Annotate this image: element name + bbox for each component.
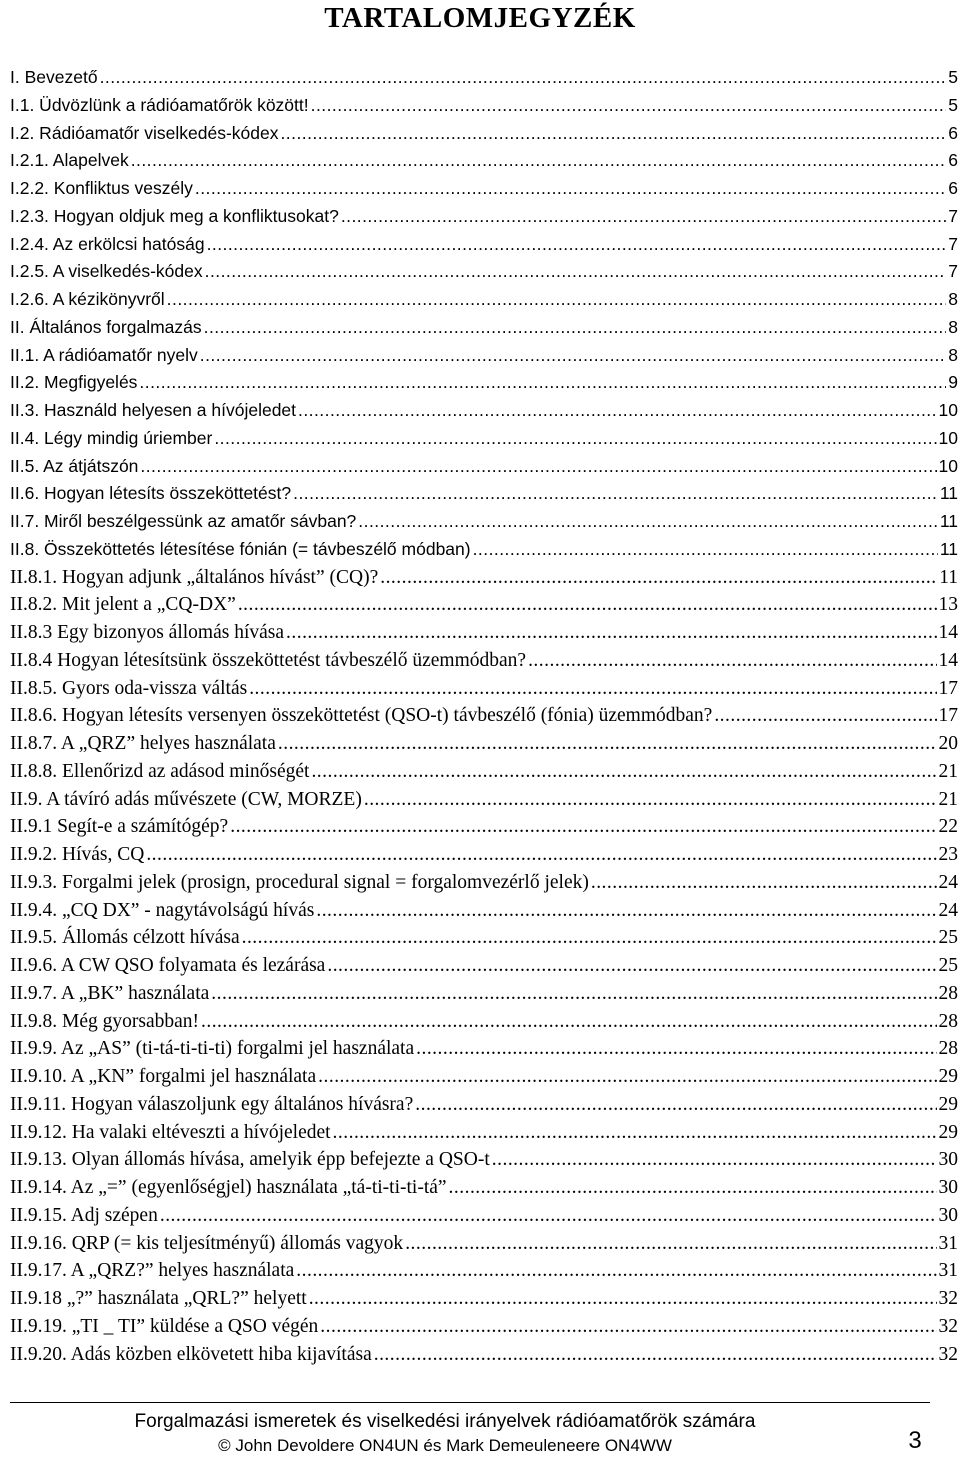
toc-entry[interactable]: [10, 453, 958, 481]
toc-entry-page: 29: [938, 1066, 958, 1087]
toc-entry-label: II.8.8. Ellenőrizd az adásod minőségét: [10, 760, 310, 782]
toc-entry-label: I.1. Üdvözlünk a rádióamatőrök között!: [10, 94, 309, 115]
toc-entry-label: II.9.3. Forgalmi jelek (prosign, procedural signal = forgalomvezérlő jelek): [10, 871, 589, 893]
toc-entry-label: II.9.5. Állomás célzott hívása: [10, 927, 240, 949]
toc-entry-page: 8: [948, 344, 958, 365]
toc-dot-leader: [380, 564, 937, 592]
toc-entry[interactable]: [10, 203, 958, 231]
toc-dot-leader: [293, 480, 938, 508]
toc-entry-page: 5: [948, 67, 958, 87]
toc-entry[interactable]: [10, 980, 958, 1008]
toc-entry-label: II.8.3 Egy bizonyos állomás hívása: [10, 622, 285, 643]
toc-entry-label: II.9.4. „CQ DX” - nagytávolságú hívás: [10, 899, 315, 921]
toc-entry-page: 11: [939, 483, 958, 504]
toc-entry[interactable]: [10, 702, 958, 730]
toc-entry-label: II.9.10. A „KN” forgalmi jel használata: [10, 1066, 317, 1087]
toc-dot-leader: [201, 1008, 937, 1036]
toc-entry[interactable]: [10, 314, 958, 342]
toc-dot-leader: [207, 231, 947, 259]
toc-entry-label: II.8. Összeköttetés létesítése fónián (= távbeszélő módban): [10, 538, 471, 559]
toc-entry[interactable]: [10, 64, 958, 92]
toc-entry-page: 24: [938, 899, 958, 921]
toc-entry[interactable]: [10, 425, 958, 453]
toc-entry-label: II.8.6. Hogyan létesíts versenyen összeköttetést (QSO-t) távbeszélő (fónia) üzemmódban?: [10, 705, 713, 727]
toc-entry[interactable]: [10, 147, 958, 175]
toc-entry-label: II.9.14. Az „=” (egyenlőségjel) használata „tá-ti-ti-ti-tá”: [10, 1177, 447, 1198]
toc-entry-page: 7: [948, 205, 958, 226]
toc-entry-page: 31: [938, 1260, 958, 1282]
toc-entry[interactable]: [10, 1119, 958, 1147]
toc-entry-page: 28: [938, 1010, 958, 1032]
toc-entry-page: 11: [939, 538, 958, 559]
toc-entry-label: II.9.2. Hívás, CQ: [10, 844, 145, 865]
toc-entry-page: 11: [939, 566, 958, 588]
toc-dot-leader: [230, 813, 936, 841]
toc-entry-label: II.8.7. A „QRZ” helyes használata: [10, 733, 276, 754]
toc-dot-leader: [200, 342, 947, 370]
toc-entry[interactable]: [10, 286, 958, 314]
toc-entry-label: II.8.4 Hogyan létesítsünk összeköttetést távbeszélő üzemmódban?: [10, 649, 527, 671]
toc-entry-page: 30: [938, 1177, 958, 1198]
toc-entry[interactable]: [10, 758, 958, 786]
toc-entry-page: 9: [948, 372, 958, 393]
toc-entry[interactable]: [10, 1313, 958, 1341]
toc-dot-leader: [415, 1091, 936, 1119]
toc-entry-label: II.9.7. A „BK” használata: [10, 982, 210, 1004]
toc-entry-page: 29: [938, 1121, 958, 1143]
toc-entry[interactable]: [10, 120, 958, 148]
toc-entry[interactable]: [10, 1285, 958, 1313]
page-number: 3: [908, 1427, 922, 1454]
toc-dot-leader: [278, 730, 937, 758]
toc-entry-page: 20: [938, 733, 958, 754]
toc-entry-page: 21: [938, 760, 958, 782]
toc-entry-page: 25: [938, 927, 958, 949]
toc-dot-leader: [591, 869, 937, 897]
toc-entry[interactable]: [10, 1202, 958, 1230]
toc-entry[interactable]: [10, 1257, 958, 1285]
toc-entry-label: II.9.9. Az „AS” (ti-tá-ti-ti-ti) forgalmi jel használata: [10, 1038, 415, 1060]
toc-dot-leader: [100, 64, 947, 92]
toc-entry-page: 23: [938, 844, 958, 865]
toc-entry[interactable]: [10, 591, 958, 619]
toc-entry[interactable]: [10, 564, 958, 592]
toc-entry-label: II.9.20. Adás közben elkövetett hiba kijavítása: [10, 1343, 372, 1365]
toc-entry-label: II.9.12. Ha valaki eltéveszti a hívójeledet: [10, 1121, 331, 1143]
toc-entry-label: I.2.1. Alapelvek: [10, 150, 129, 171]
toc-dot-leader: [195, 175, 946, 203]
toc-entry[interactable]: [10, 1174, 958, 1202]
toc-entry-page: 6: [948, 150, 958, 171]
toc-entry[interactable]: [10, 1091, 958, 1119]
toc-entry-label: II.8.1. Hogyan adjunk „általános hívást” (CQ)?: [10, 566, 379, 588]
toc-dot-leader: [473, 536, 938, 564]
toc-entry[interactable]: [10, 924, 958, 952]
toc-dot-leader: [316, 897, 936, 925]
toc-entry-page: 29: [938, 1093, 958, 1115]
toc-entry-page: 32: [938, 1343, 958, 1365]
toc-entry[interactable]: [10, 1035, 958, 1063]
toc-entry-label: II.9.6. A CW QSO folyamata és lezárása: [10, 955, 326, 976]
toc-entry-page: 28: [938, 1038, 958, 1060]
toc-entry[interactable]: [10, 480, 958, 508]
toc-dot-leader: [405, 1230, 936, 1258]
toc-dot-leader: [311, 92, 947, 120]
toc-entry-label: II.9.17. A „QRZ?” helyes használata: [10, 1260, 295, 1282]
toc-entry-page: 28: [938, 982, 958, 1004]
toc-entry-label: II.5. Az átjátszón: [10, 455, 139, 476]
toc-entry[interactable]: [10, 397, 958, 425]
toc-entry-label: II.6. Hogyan létesíts összeköttetést?: [10, 483, 292, 504]
toc-dot-leader: [280, 120, 946, 148]
toc-entry-page: 6: [948, 122, 958, 143]
toc-entry-page: 30: [938, 1204, 958, 1226]
toc-entry-label: II.9.16. QRP (= kis teljesítményű) állomás vagyok: [10, 1232, 404, 1254]
toc-entry-page: 13: [938, 594, 958, 616]
toc-entry-page: 25: [938, 955, 958, 976]
toc-entry[interactable]: [10, 369, 958, 397]
toc-dot-leader: [714, 702, 936, 730]
toc-entry-label: II.9.18 „?” használata „QRL?” helyett: [10, 1288, 307, 1309]
toc-entry-label: II.9.15. Adj szépen: [10, 1204, 158, 1226]
toc-entry-page: 32: [938, 1288, 958, 1309]
toc-entry-page: 10: [938, 455, 958, 476]
toc-entry[interactable]: [10, 841, 958, 869]
toc-dot-leader: [211, 980, 936, 1008]
toc-dot-leader: [374, 1341, 937, 1369]
toc-entry-label: II.9.11. Hogyan válaszoljunk egy általános hívásra?: [10, 1093, 414, 1115]
toc-entry-page: 21: [938, 788, 958, 810]
toc-entry-label: II.1. A rádióamatőr nyelv: [10, 344, 198, 365]
toc-entry-label: II.2. Megfigyelés: [10, 372, 138, 393]
toc-entry[interactable]: [10, 92, 958, 120]
toc-entry[interactable]: [10, 647, 958, 675]
toc-entry[interactable]: [10, 730, 958, 758]
toc-dot-leader: [327, 952, 936, 980]
toc-entry-page: 14: [938, 649, 958, 671]
toc-entry-label: II.7. Miről beszélgessünk az amatőr sávban?: [10, 511, 357, 531]
footer-title: Forgalmazási ismeretek és viselkedési irányelvek rádióamatőrök számára: [134, 1411, 756, 1432]
toc-entry-label: I.2.4. Az erkölcsi hatóság: [10, 233, 205, 254]
toc-dot-leader: [131, 147, 947, 175]
toc-entry[interactable]: [10, 231, 958, 259]
toc-entry[interactable]: [10, 786, 958, 814]
toc-entry[interactable]: [10, 258, 958, 286]
toc-dot-leader: [140, 453, 936, 481]
toc-entry-label: I. Bevezető: [10, 67, 98, 87]
toc-entry-page: 32: [938, 1315, 958, 1337]
toc-entry-page: 7: [948, 233, 958, 254]
toc-entry-page: 17: [938, 705, 958, 727]
toc-entry[interactable]: [10, 536, 958, 564]
toc-entry-label: II.3. Használd helyesen a hívójeledet: [10, 400, 297, 420]
toc-entry-page: 8: [948, 316, 958, 337]
toc-entry-label: II.8.2. Mit jelent a „CQ-DX”: [10, 594, 236, 616]
toc-entry[interactable]: [10, 813, 958, 841]
toc-dot-leader: [296, 1257, 936, 1285]
toc-entry[interactable]: [10, 1008, 958, 1036]
toc-dot-leader: [528, 647, 936, 675]
toc-dot-leader: [318, 1063, 936, 1091]
toc-entry-label: II.9. A távíró adás művészete (CW, MORZE): [10, 788, 362, 810]
toc-entry-page: 10: [938, 427, 958, 448]
toc-dot-leader: [449, 1174, 937, 1202]
footer-divider: [10, 1402, 930, 1403]
toc-dot-leader: [311, 758, 936, 786]
toc-entry-page: 31: [938, 1232, 958, 1254]
toc-dot-leader: [139, 369, 946, 397]
footer-copyright: © John Devoldere ON4UN és Mark Demeuleneere ON4WW: [218, 1436, 672, 1455]
toc-dot-leader: [309, 1285, 937, 1313]
toc-dot-leader: [205, 258, 947, 286]
toc-entry-label: II.4. Légy mindig úriember: [10, 427, 213, 448]
toc-entry-label: I.2.3. Hogyan oldjuk meg a konfliktusokat?: [10, 205, 339, 226]
toc-entry[interactable]: [10, 619, 958, 647]
toc-dot-leader: [238, 591, 937, 619]
toc-entry-page: 17: [938, 677, 958, 699]
toc-entry-label: I.2.2. Konfliktus veszély: [10, 178, 193, 198]
table-of-contents: [10, 64, 958, 1368]
toc-entry-label: II.9.19. „TI _ TI” küldése a QSO végén: [10, 1315, 319, 1337]
toc-entry-page: 24: [938, 871, 958, 893]
toc-dot-leader: [416, 1035, 936, 1063]
toc-entry[interactable]: [10, 508, 958, 536]
toc-entry-page: 5: [948, 94, 958, 115]
toc-dot-leader: [242, 924, 937, 952]
toc-entry-label: I.2. Rádióamatőr viselkedés-kódex: [10, 122, 279, 143]
page-title: TARTALOMJEGYZÉK: [324, 2, 636, 34]
toc-entry-label: II.9.8. Még gyorsabban!: [10, 1010, 199, 1032]
toc-entry[interactable]: [10, 1146, 958, 1174]
toc-dot-leader: [364, 786, 937, 814]
toc-entry[interactable]: [10, 897, 958, 925]
toc-dot-leader: [320, 1313, 936, 1341]
toc-entry-label: II.9.1 Segít-e a számítógép?: [10, 816, 229, 838]
toc-entry-page: 10: [938, 400, 958, 420]
toc-entry[interactable]: [10, 1341, 958, 1369]
toc-dot-leader: [146, 841, 936, 869]
toc-dot-leader: [214, 425, 936, 453]
toc-dot-leader: [358, 508, 938, 536]
toc-entry[interactable]: [10, 869, 958, 897]
toc-entry-label: II. Általános forgalmazás: [10, 316, 202, 337]
toc-entry[interactable]: [10, 675, 958, 703]
toc-entry[interactable]: [10, 1230, 958, 1258]
toc-dot-leader: [333, 1119, 937, 1147]
toc-entry[interactable]: [10, 1063, 958, 1091]
toc-dot-leader: [167, 286, 947, 314]
toc-entry[interactable]: [10, 952, 958, 980]
toc-dot-leader: [160, 1202, 937, 1230]
toc-entry[interactable]: [10, 175, 958, 203]
toc-entry-page: 7: [948, 261, 958, 282]
toc-entry-label: I.2.5. A viselkedés-kódex: [10, 261, 203, 282]
toc-entry-page: 14: [938, 622, 958, 643]
toc-dot-leader: [341, 203, 946, 231]
toc-entry-label: II.8.5. Gyors oda-vissza váltás: [10, 677, 248, 699]
toc-dot-leader: [492, 1146, 937, 1174]
toc-dot-leader: [286, 619, 936, 647]
toc-entry-page: 6: [948, 178, 958, 198]
toc-entry-page: 30: [938, 1149, 958, 1171]
toc-dot-leader: [249, 675, 936, 703]
toc-dot-leader: [204, 314, 947, 342]
toc-entry-label: I.2.6. A kézikönyvről: [10, 289, 165, 309]
toc-dot-leader: [298, 397, 937, 425]
toc-entry-page: 11: [939, 511, 958, 531]
toc-entry-label: II.9.13. Olyan állomás hívása, amelyik épp befejezte a QSO-t: [10, 1149, 490, 1171]
toc-entry-page: 22: [938, 816, 958, 838]
toc-entry-page: 8: [948, 289, 958, 309]
toc-entry[interactable]: [10, 342, 958, 370]
